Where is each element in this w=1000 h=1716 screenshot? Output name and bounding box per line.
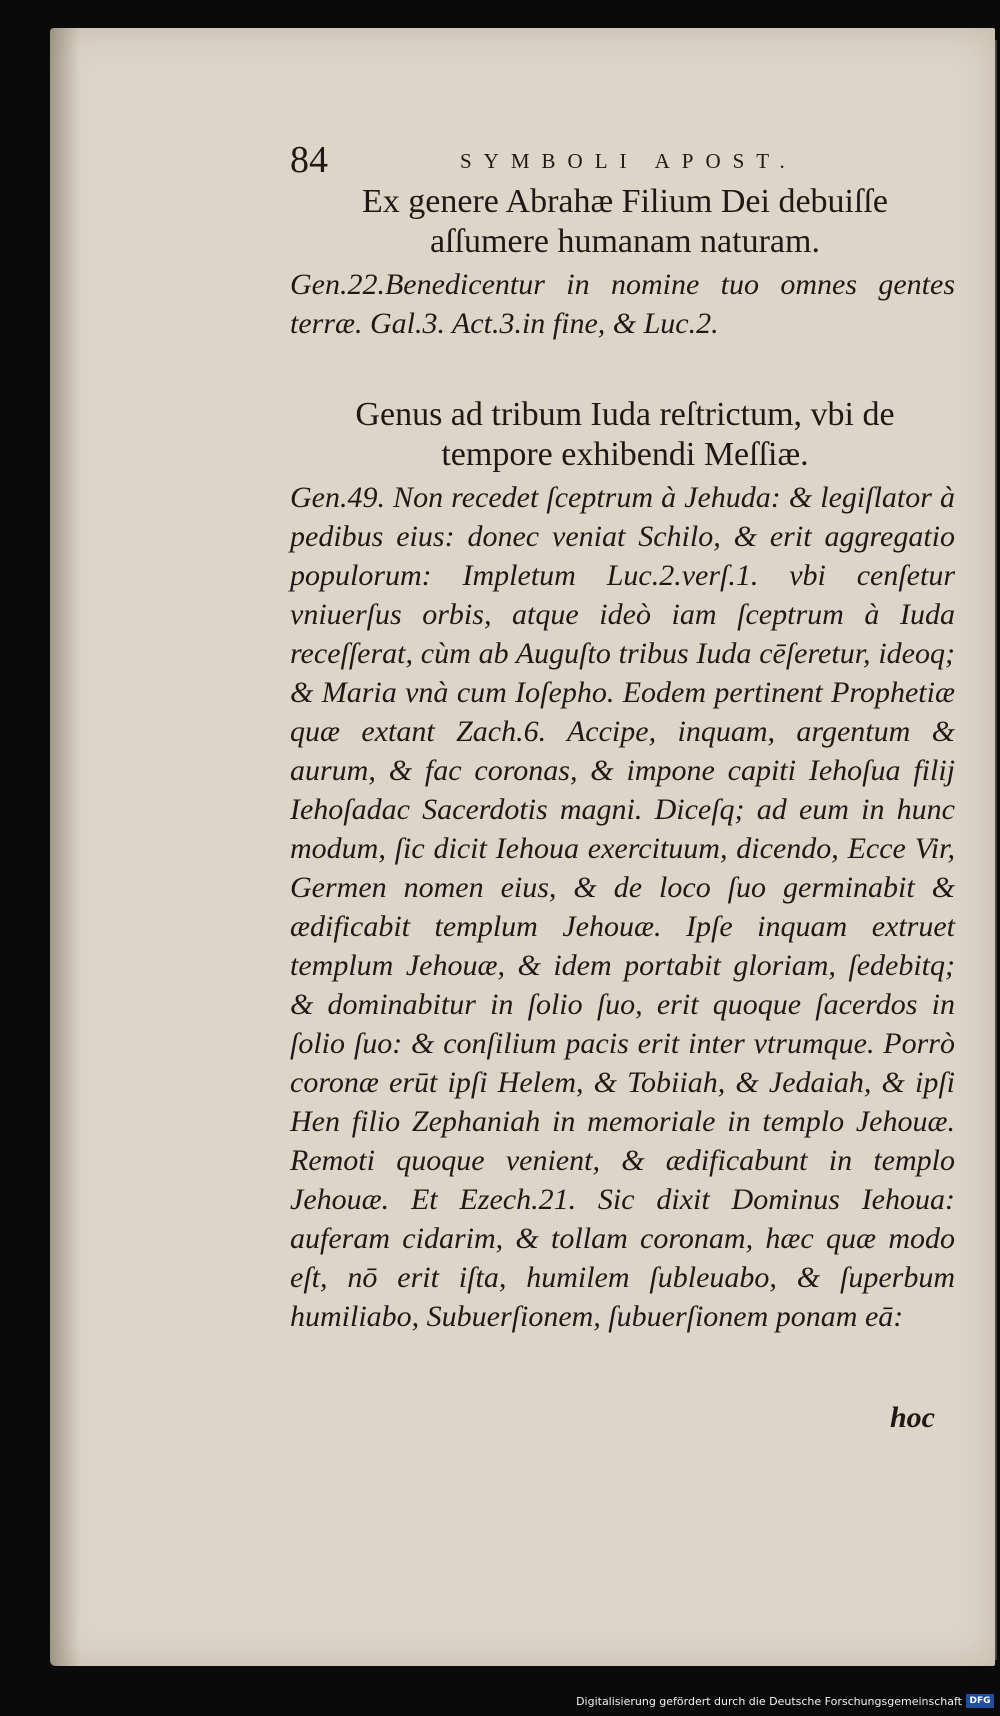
text-block [290,139,960,1434]
footer [0,1690,1000,1716]
running-title: SYMBOLI APOST. [460,149,797,173]
gutter-shadow [50,28,80,1666]
section-body: Gen.22.Benedicentur in nomine tuo omnes gentes terræ. Gal.3. Act.3.in fine, & Luc.2. [290,268,955,340]
section-body: Gen.49. Non recedet ſceptrum à Jehuda: & legiſlator à pedibus eius: donec veniat Schilo, & erit aggregatio populorum: Impletum Luc.2.verſ.1. vbi cenſetur vniuerſus orbis, atque ideò iam ſceptrum à Iuda receſſerat, cùm ab Auguſto tribus Iuda cēſeretur, ideoq; & Maria vnà cum Ioſepho. Eodem pertinent Prophetiæ quæ extant Zach.6. Accipe, inquam, argentum & aurum, & fac coronas, & impone capiti Iehoſua filij Iehoſadac Sacerdotis magni. Diceſq; ad eum in hunc modum, ſic dicit Iehoua exercituum, dicendo, Ecce Vir, Germen nomen eius, & de loco ſuo germinabit & ædificabit templum Jehouæ. Ipſe inquam extruet templum Jehouæ, & idem portabit gloriam, ſedebitq; & dominabitur in ſolio ſuo, erit quoque ſacerdos in ſolio ſuo: & conſilium pacis erit inter vtrumque. Porrò coronæ erūt ipſi Helem, & Tobiiah, & Jedaiah, & ipſi Hen filio Zephaniah in memoriale in templo Jehouæ. Remoti quoque venient, & ædificabunt in templo Jehouæ. Et Ezech.21. Sic dixit Dominus Iehoua: auferam cidarim, & tollam coronam, hæc quæ modo eſt, nō erit iſta, humilem ſubleuabo, & ſuperbum humiliabo, Subuerſionem, ſubuerſionem ponam eā: [290,481,955,1333]
footer-credit: Digitalisierung gefördert durch die Deutsche Forschungsgemeinschaft [576,1695,962,1708]
dfg-logo: DFG [966,1694,994,1708]
catchword: hoc [890,1401,935,1434]
page-number: 84 [290,139,328,181]
section-heading: Genus ad tribum Iuda reſtrictum, vbi de tempore exhibendi Meſſiæ. [355,396,895,473]
section-heading: Ex genere Abrahæ Filium Dei debuiſſe aſſumere humanam naturam. [362,183,888,260]
